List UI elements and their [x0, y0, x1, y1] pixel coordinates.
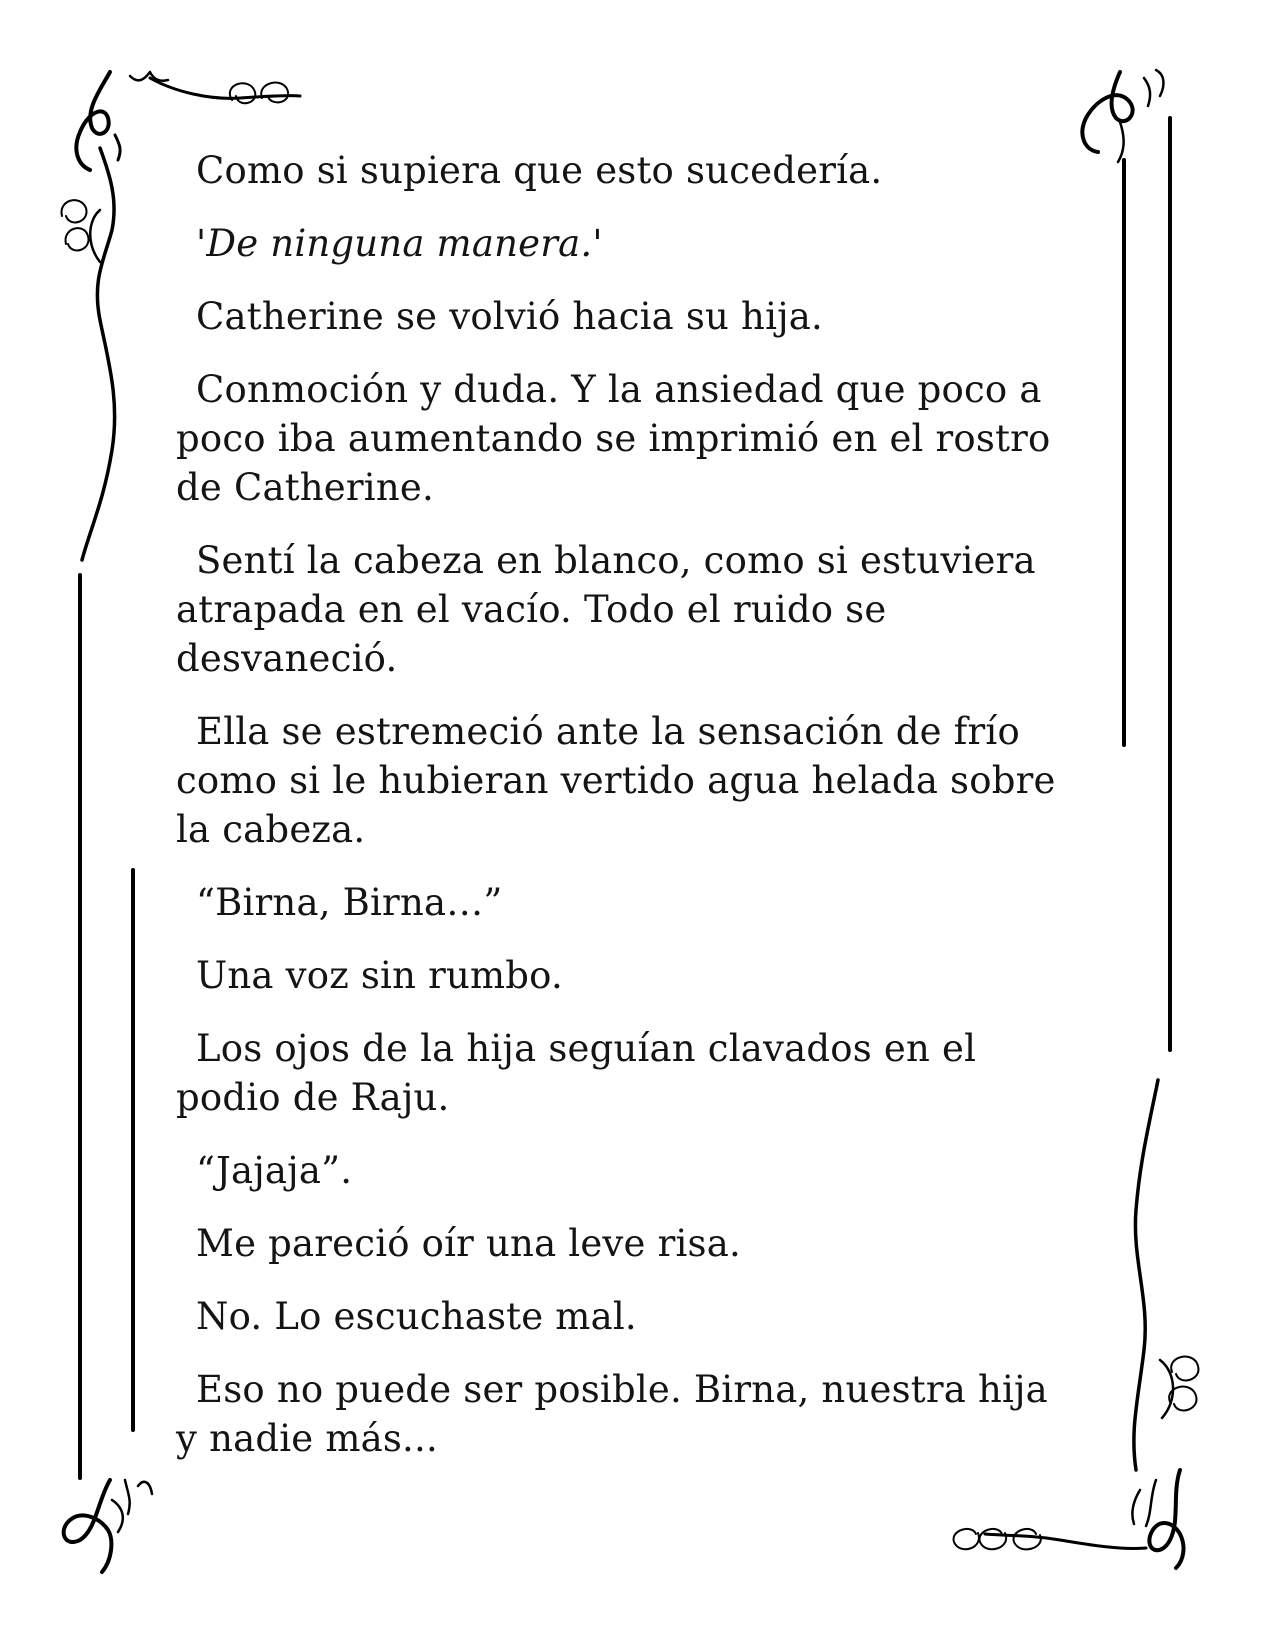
- paragraph: “Birna, Birna…”: [196, 881, 503, 924]
- story-text: [176, 146, 1076, 1487]
- paragraph: Como si supiera que esto sucedería.: [196, 149, 883, 192]
- paragraph: 'De ninguna manera.': [196, 222, 603, 265]
- paragraph: No. Lo escuchaste mal.: [196, 1295, 637, 1338]
- flourish-top-right-icon: [1082, 70, 1163, 162]
- paragraph: Una voz sin rumbo.: [196, 954, 563, 997]
- paragraph: Eso no puede ser posible. Birna, nuestra hija y nadie más...: [176, 1368, 1048, 1460]
- paragraph: Catherine se volvió hacia su hija.: [196, 295, 824, 338]
- paragraph: Sentí la cabeza en blanco, como si estuviera atrapada en el vacío. Todo el ruido se desvaneció.: [176, 539, 1036, 680]
- paragraph: Los ojos de la hija seguían clavados en el podio de Raju.: [176, 1027, 977, 1119]
- paragraph: Ella se estremeció ante la sensación de frío como si le hubieran vertido agua helada sobre la cabeza.: [176, 710, 1056, 851]
- paragraph: “Jajaja”.: [196, 1149, 353, 1192]
- paragraph: Me pareció oír una leve risa.: [196, 1222, 741, 1265]
- flourish-bottom-left-icon: [64, 1480, 152, 1572]
- paragraph: Conmoción y duda. Y la ansiedad que poco a poco iba aumentando se imprimió en el rostro de Catherine.: [176, 368, 1051, 509]
